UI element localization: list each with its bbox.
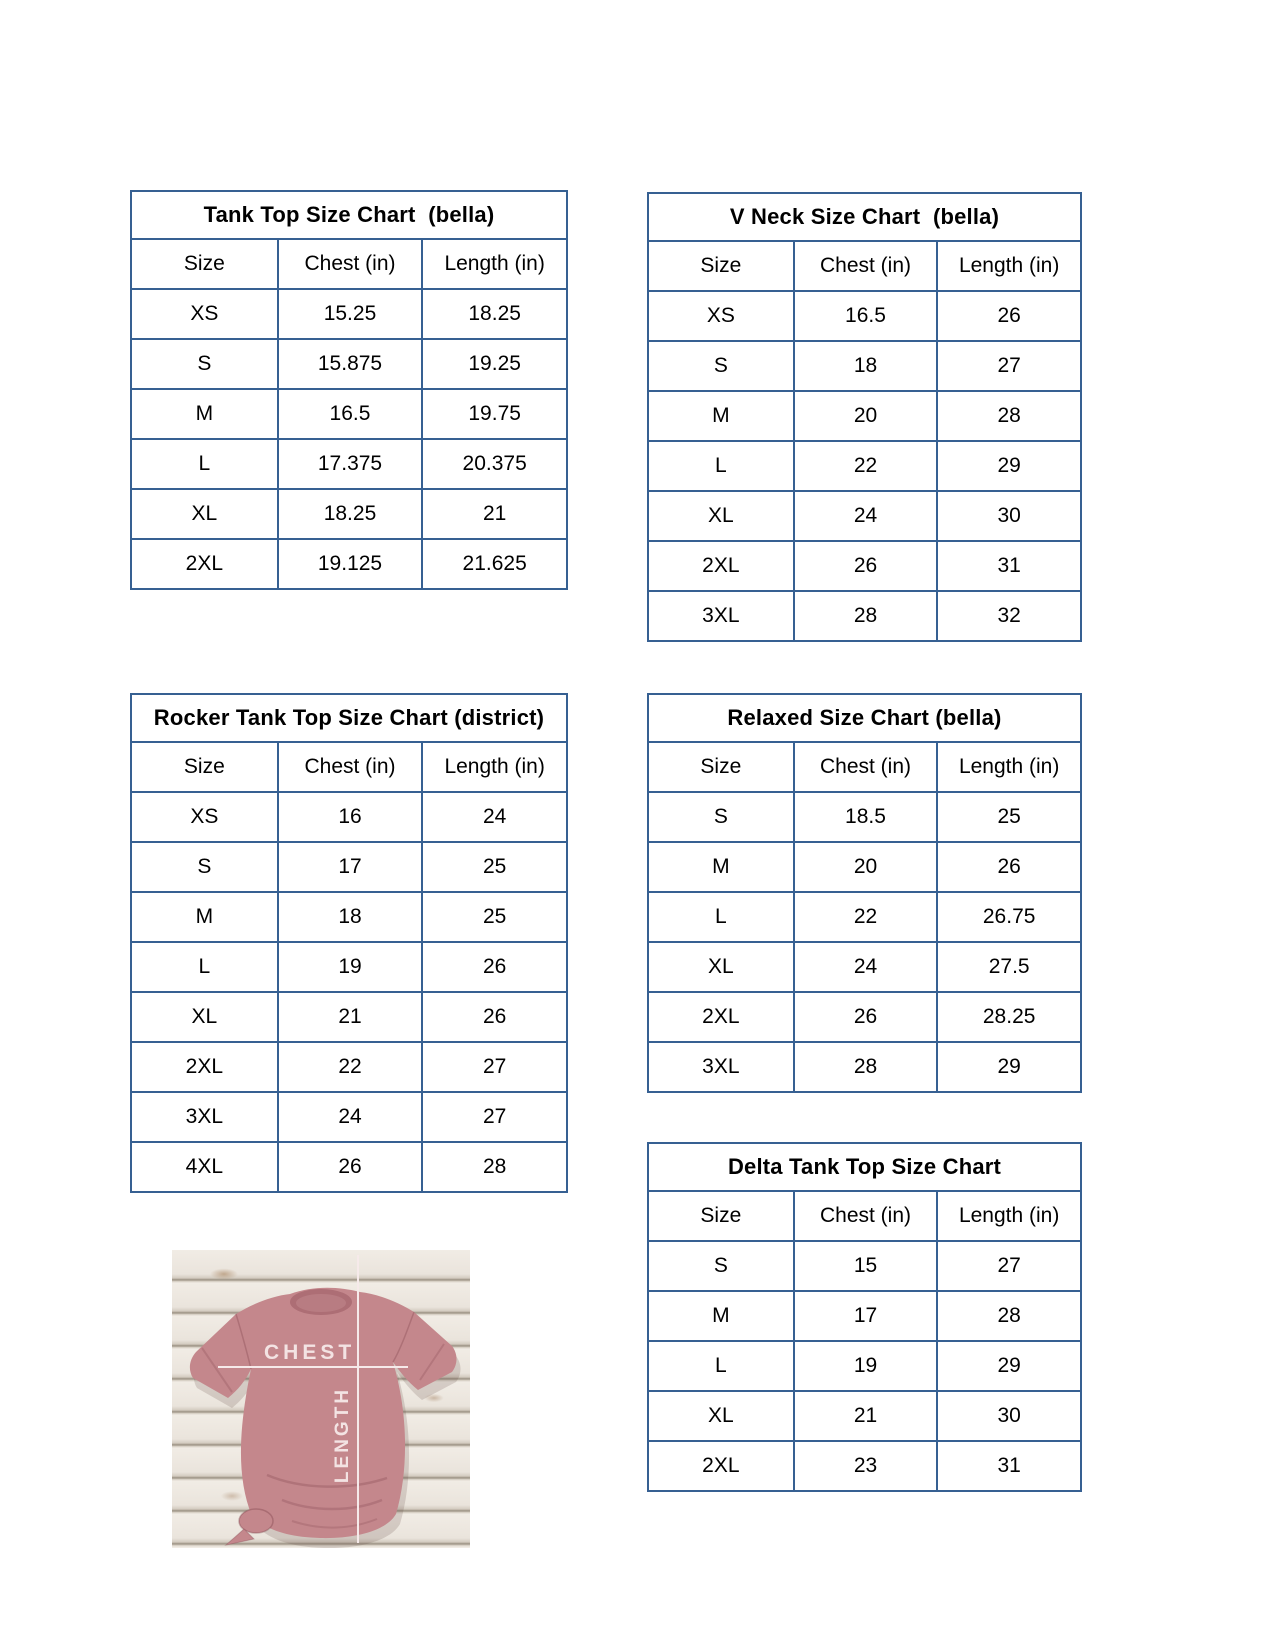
table-cell: 19 xyxy=(277,943,422,991)
table-cell: L xyxy=(714,454,727,477)
delta-tank-top-title: Delta Tank Top Size Chart xyxy=(649,1144,1080,1192)
table-cell: 22 xyxy=(793,442,937,490)
table-row xyxy=(132,1091,566,1141)
table-cell: 20 xyxy=(793,843,937,891)
table-cell: 26 xyxy=(793,993,937,1041)
table-row xyxy=(649,1390,1080,1440)
table-cell: L xyxy=(198,955,211,978)
table-cell: 3XL xyxy=(702,1055,740,1078)
table-cell: M xyxy=(712,404,730,427)
table-row xyxy=(649,891,1080,941)
table-row xyxy=(132,538,566,588)
table-cell: 26 xyxy=(936,292,1080,340)
table-cell: 26 xyxy=(793,542,937,590)
table-row xyxy=(132,1141,566,1191)
table-cell: 32 xyxy=(936,592,1080,640)
table-cell: 28 xyxy=(793,1043,937,1091)
table-cell: 28.25 xyxy=(936,993,1080,1041)
table-cell: 18 xyxy=(277,893,422,941)
table-cell: 28 xyxy=(793,592,937,640)
table-cell: XS xyxy=(190,302,219,325)
table-cell: 28 xyxy=(421,1143,566,1191)
table-cell: 27 xyxy=(421,1093,566,1141)
table-cell: 20.375 xyxy=(421,440,566,488)
table-row xyxy=(132,891,566,941)
table-row xyxy=(649,991,1080,1041)
table-cell: 4XL xyxy=(185,1155,224,1178)
table-cell: S xyxy=(713,354,728,377)
table-row xyxy=(132,338,566,388)
table-cell: 2XL xyxy=(185,1055,224,1078)
table-cell: 28 xyxy=(936,1292,1080,1340)
table-row xyxy=(649,1440,1080,1490)
table-row xyxy=(132,1041,566,1091)
delta-tank-top-size-table xyxy=(647,1142,1082,1492)
table-cell: XL xyxy=(707,955,734,978)
column-header: Size xyxy=(700,755,742,778)
table-cell: 27 xyxy=(936,342,1080,390)
table-cell: 22 xyxy=(793,893,937,941)
table-cell: 26.75 xyxy=(936,893,1080,941)
table-cell: 15.25 xyxy=(277,290,422,338)
tshirt-body xyxy=(190,1288,457,1538)
column-header: Size xyxy=(700,254,742,277)
table-row xyxy=(649,1340,1080,1390)
table-cell: S xyxy=(197,352,212,375)
table-row xyxy=(132,841,566,891)
column-header: Chest (in) xyxy=(793,1192,937,1240)
table-cell: 28 xyxy=(936,392,1080,440)
table-cell: 21 xyxy=(793,1392,937,1440)
table-cell: XL xyxy=(191,502,218,525)
table-cell: 2XL xyxy=(702,1005,740,1028)
rocker-tank-district-title: Rocker Tank Top Size Chart (district) xyxy=(132,695,566,743)
table-cell: 24 xyxy=(793,943,937,991)
table-cell: 26 xyxy=(421,993,566,1041)
table-cell: 19.125 xyxy=(277,540,422,588)
column-header: Size xyxy=(183,252,225,275)
column-header: Size xyxy=(183,755,225,778)
table-header-row xyxy=(132,743,566,791)
table-cell: 29 xyxy=(936,442,1080,490)
table-cell: 21.625 xyxy=(421,540,566,588)
table-row xyxy=(649,490,1080,540)
table-cell: 16.5 xyxy=(277,390,422,438)
table-cell: M xyxy=(195,905,214,928)
table-cell: 22 xyxy=(277,1043,422,1091)
relaxed-bella-size-table xyxy=(647,693,1082,1093)
table-cell: M xyxy=(195,402,214,425)
table-cell: 30 xyxy=(936,492,1080,540)
column-header: Chest (in) xyxy=(277,743,422,791)
chest-label: CHEST xyxy=(264,1341,356,1364)
table-header-row xyxy=(649,1192,1080,1240)
table-cell: 18.5 xyxy=(793,793,937,841)
table-row xyxy=(132,288,566,338)
table-cell: 25 xyxy=(936,793,1080,841)
table-cell: S xyxy=(197,855,212,878)
rocker-tank-district-size-table xyxy=(130,693,568,1193)
table-row xyxy=(649,290,1080,340)
table-cell: 30 xyxy=(936,1392,1080,1440)
table-row xyxy=(132,438,566,488)
table-cell: 2XL xyxy=(702,554,740,577)
length-label: LENGTH xyxy=(332,1386,353,1484)
table-cell: 18 xyxy=(793,342,937,390)
table-row xyxy=(649,540,1080,590)
table-cell: S xyxy=(713,805,728,828)
relaxed-bella-title: Relaxed Size Chart (bella) xyxy=(649,695,1080,743)
table-cell: 17 xyxy=(277,843,422,891)
tshirt-measurement-photo xyxy=(172,1250,470,1548)
column-header: Size xyxy=(700,1204,742,1227)
table-cell: XS xyxy=(190,805,219,828)
table-row xyxy=(649,340,1080,390)
table-cell: 3XL xyxy=(702,604,740,627)
v-neck-bella-title: V Neck Size Chart (bella) xyxy=(649,194,1080,242)
table-row xyxy=(649,941,1080,991)
table-cell: XS xyxy=(706,304,735,327)
table-cell: 16 xyxy=(277,793,422,841)
table-row xyxy=(132,488,566,538)
column-header: Chest (in) xyxy=(277,240,422,288)
table-cell: L xyxy=(198,452,211,475)
table-cell: M xyxy=(712,1304,730,1327)
table-row xyxy=(649,590,1080,640)
table-cell: 15 xyxy=(793,1242,937,1290)
table-row xyxy=(649,791,1080,841)
table-cell: 29 xyxy=(936,1342,1080,1390)
table-cell: 23 xyxy=(793,1442,937,1490)
tshirt-graphic xyxy=(172,1250,470,1548)
table-cell: XL xyxy=(707,1404,734,1427)
table-cell: 3XL xyxy=(185,1105,224,1128)
v-neck-bella-size-table xyxy=(647,192,1082,642)
table-cell: S xyxy=(713,1254,728,1277)
table-row xyxy=(649,841,1080,891)
column-header: Length (in) xyxy=(421,743,566,791)
table-cell: 2XL xyxy=(702,1454,740,1477)
table-cell: 17 xyxy=(793,1292,937,1340)
column-header: Length (in) xyxy=(936,1192,1080,1240)
table-header-row xyxy=(132,240,566,288)
table-cell: 27 xyxy=(421,1043,566,1091)
table-cell: 27 xyxy=(936,1242,1080,1290)
column-header: Length (in) xyxy=(936,242,1080,290)
tank-top-bella-title: Tank Top Size Chart (bella) xyxy=(132,192,566,240)
table-cell: M xyxy=(712,855,730,878)
table-cell: 26 xyxy=(421,943,566,991)
table-cell: 25 xyxy=(421,893,566,941)
table-cell: 19 xyxy=(793,1342,937,1390)
table-row xyxy=(649,390,1080,440)
table-cell: 24 xyxy=(421,793,566,841)
table-row xyxy=(132,941,566,991)
table-cell: 31 xyxy=(936,542,1080,590)
table-header-row xyxy=(649,242,1080,290)
table-row xyxy=(649,1240,1080,1290)
collar-inner xyxy=(296,1294,346,1312)
table-cell: 31 xyxy=(936,1442,1080,1490)
table-cell: L xyxy=(714,1354,727,1377)
tank-top-bella-size-table xyxy=(130,190,568,590)
table-cell: 21 xyxy=(277,993,422,1041)
table-cell: 16.5 xyxy=(793,292,937,340)
table-cell: 29 xyxy=(936,1043,1080,1091)
table-cell: 26 xyxy=(936,843,1080,891)
column-header: Length (in) xyxy=(421,240,566,288)
table-row xyxy=(132,991,566,1041)
table-cell: 26 xyxy=(277,1143,422,1191)
table-row xyxy=(132,791,566,841)
table-cell: 27.5 xyxy=(936,943,1080,991)
column-header: Chest (in) xyxy=(793,743,937,791)
table-row xyxy=(649,1041,1080,1091)
table-cell: 25 xyxy=(421,843,566,891)
table-row xyxy=(132,388,566,438)
table-cell: XL xyxy=(191,1005,218,1028)
table-cell: 24 xyxy=(277,1093,422,1141)
table-cell: XL xyxy=(707,504,734,527)
table-cell: 17.375 xyxy=(277,440,422,488)
table-cell: 19.25 xyxy=(421,340,566,388)
column-header: Chest (in) xyxy=(793,242,937,290)
table-cell: 20 xyxy=(793,392,937,440)
table-header-row xyxy=(649,743,1080,791)
table-cell: 21 xyxy=(421,490,566,538)
table-cell: 15.875 xyxy=(277,340,422,388)
table-cell: L xyxy=(714,905,727,928)
column-header: Length (in) xyxy=(936,743,1080,791)
table-row xyxy=(649,440,1080,490)
table-cell: 18.25 xyxy=(421,290,566,338)
table-cell: 19.75 xyxy=(421,390,566,438)
table-cell: 2XL xyxy=(185,552,224,575)
table-row xyxy=(649,1290,1080,1340)
table-cell: 24 xyxy=(793,492,937,540)
table-cell: 18.25 xyxy=(277,490,422,538)
